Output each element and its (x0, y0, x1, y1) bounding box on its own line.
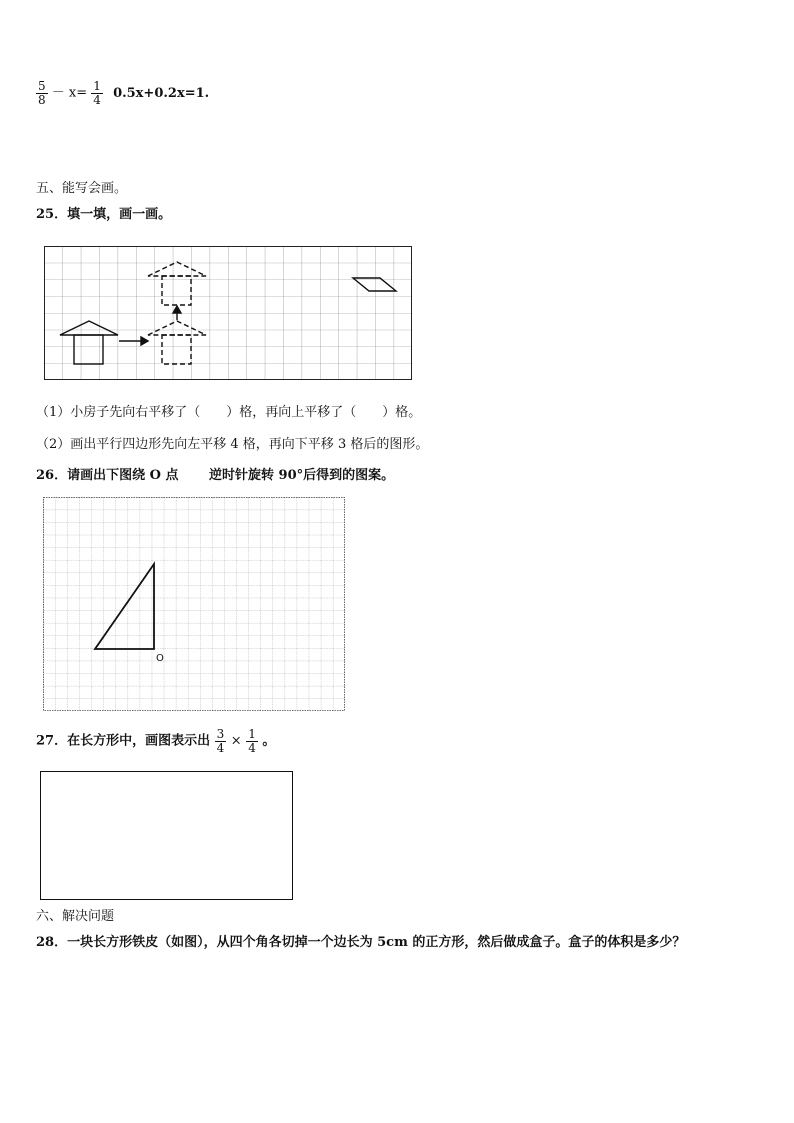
fraction-1-4 (246, 728, 258, 755)
fraction-numerator: 3 (216, 727, 225, 741)
fraction-denominator: 4 (93, 93, 101, 107)
q27-rectangle (40, 771, 293, 900)
q27-title (36, 728, 275, 755)
equation-minus-x: － x= (51, 85, 88, 101)
fraction-numerator: 1 (93, 79, 101, 93)
q25-sub1: （1）小房子先向右平移了（ ）格，再向上平移了（ ）格。 (36, 405, 422, 420)
q26-title-part-b: 逆时针旋转 90°后得到的图案。 (209, 468, 395, 483)
q27-title-pre: 27．在长方形中，画图表示出 (36, 733, 211, 749)
q26-title-part-a: 26．请画出下图绕 O 点 (36, 468, 179, 483)
fraction-numerator: 1 (248, 727, 256, 741)
q27-title-post: 。 (262, 733, 276, 749)
equation-line (36, 80, 209, 107)
fraction-denominator: 4 (248, 741, 256, 755)
section-6-title: 六、解决问题 (36, 909, 115, 924)
section-5-title: 五、能写会画。 (36, 181, 128, 196)
q26-title (36, 468, 394, 484)
point-o-label: O (156, 653, 164, 664)
q26-grid-figure (43, 497, 345, 711)
equation-second: 0.5x+0.2x=1. (113, 85, 210, 101)
fraction-denominator: 8 (38, 93, 46, 107)
fraction-numerator: 5 (38, 79, 46, 93)
q25-grid-figure (44, 246, 412, 380)
times-sign: × (230, 733, 242, 749)
q28-title: 28．一块长方形铁皮（如图），从四个角各切掉一个边长为 5cm 的正方形，然后做成盒子。盒子的体积是多少？ (36, 935, 686, 950)
fraction-denominator: 4 (216, 741, 225, 755)
fraction-3-4 (215, 728, 227, 755)
q25-title: 25．填一填，画一画。 (36, 207, 172, 222)
fraction-1-4 (91, 80, 103, 107)
fraction-5-8 (36, 80, 48, 107)
q25-sub2: （2）画出平行四边形先向左平移 4 格，再向下平移 3 格后的图形。 (36, 437, 429, 452)
